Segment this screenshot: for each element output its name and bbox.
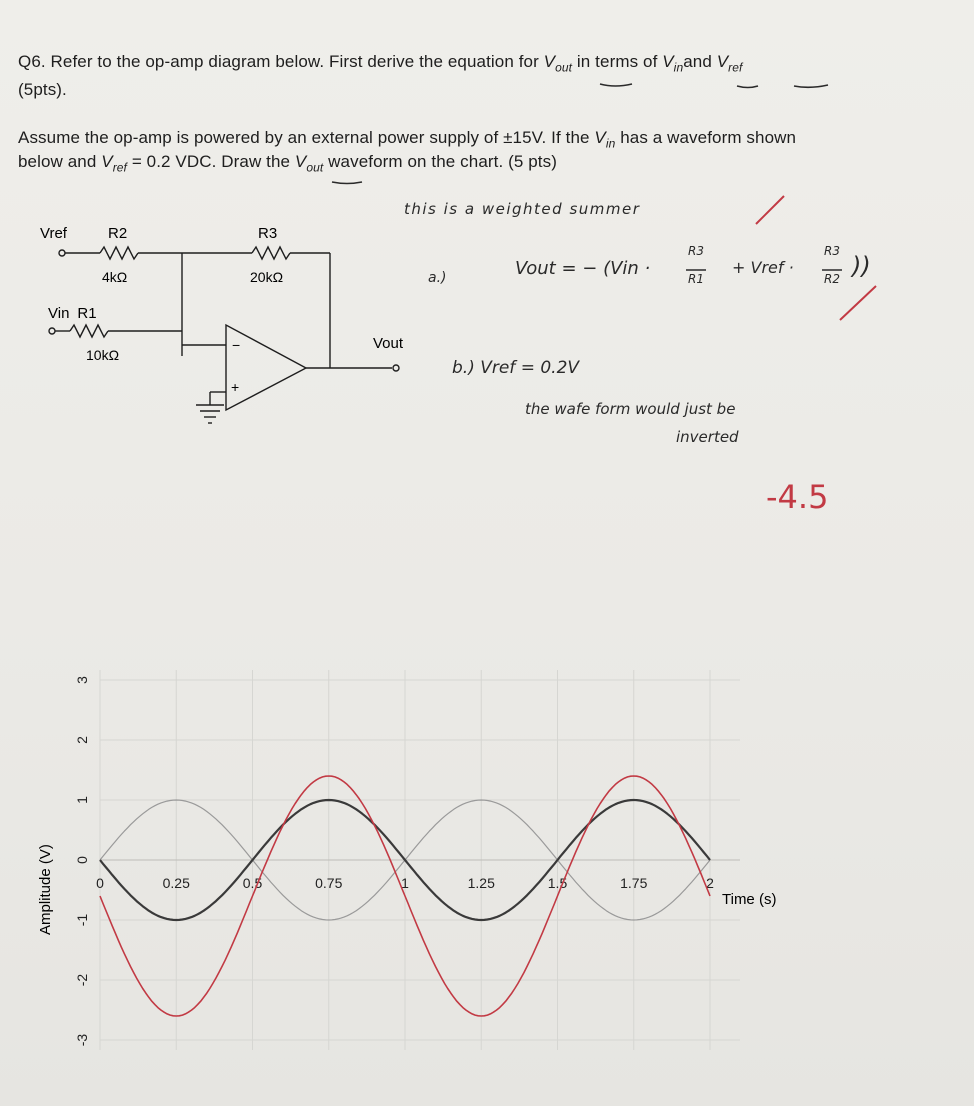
answer-line-2: inverted	[676, 428, 739, 446]
y-tick-label: -3	[74, 1033, 90, 1047]
x-tick-label: 1.75	[620, 875, 648, 891]
y-tick-label: -2	[74, 973, 90, 987]
x-tick-label: 1	[401, 875, 409, 891]
x-axis-label: Time (s)	[722, 891, 777, 908]
fraction2-numerator: R3	[824, 244, 840, 258]
equation-end: ))	[852, 252, 871, 280]
question-line-3: Assume the op-amp is powered by an external power supply of ±15V. If the $V_{in}$ has a waveform shown	[18, 128, 797, 151]
vref-label: Vref	[40, 225, 67, 242]
chart-grid	[100, 670, 740, 1050]
fraction1-numerator: R3	[688, 244, 704, 258]
r2-value: 4kΩ	[102, 269, 128, 285]
r2-label: R2	[108, 225, 128, 242]
vin-r1-label: Vin R1	[48, 305, 97, 322]
y-tick-label: -1	[74, 913, 90, 927]
y-axis-label: Amplitude (V)	[37, 844, 54, 935]
answer-line-1: the wafe form would just be	[525, 400, 736, 418]
x-tick-label: 0	[96, 875, 104, 891]
inverting-input-sign: −	[232, 337, 241, 353]
y-tick-labels	[74, 676, 90, 1046]
x-tick-label: 1.5	[547, 875, 568, 891]
fraction1-denominator: R1	[688, 272, 704, 286]
x-tick-label: 1.25	[467, 875, 495, 891]
equation-mid: + Vref ·	[732, 258, 794, 277]
x-tick-label: 0.5	[242, 875, 263, 891]
score-mark: -4.5	[766, 478, 829, 516]
fraction2-denominator: R2	[824, 272, 840, 286]
question-line-2: (5pts).	[18, 80, 67, 99]
x-tick-label: 0.75	[315, 875, 343, 891]
question-line-1: Q6. Refer to the op-amp diagram below. First derive the equation for $V_{out}$ in terms of $V_{in}and$ $V_{ref}$	[18, 52, 743, 75]
x-tick-label: 2	[706, 875, 714, 891]
x-tick-label: 0.25	[162, 875, 190, 891]
y-tick-label: 0	[74, 856, 90, 864]
vout-label: Vout	[373, 335, 404, 352]
r3-value: 20kΩ	[250, 269, 284, 285]
y-tick-label: 1	[74, 796, 90, 804]
r3-label: R3	[258, 225, 278, 242]
question-line-4: below and $V_{ref} = 0.2$ VDC. Draw the $V_{out}$ waveform on the chart. (5 pts)	[18, 152, 557, 175]
noninverting-input-sign: +	[231, 379, 240, 395]
handwritten-note-weighted-summer: this is a weighted summer	[404, 200, 641, 218]
y-tick-label: 2	[74, 736, 90, 744]
y-tick-label: 3	[74, 676, 90, 684]
part-a-label: a.)	[428, 270, 447, 286]
r1-value: 10kΩ	[86, 347, 120, 363]
part-b-vref: b.) Vref = 0.2V	[452, 358, 580, 378]
equation-lhs: Vout = − (Vin ·	[515, 258, 651, 279]
x-tick-labels	[96, 875, 714, 891]
